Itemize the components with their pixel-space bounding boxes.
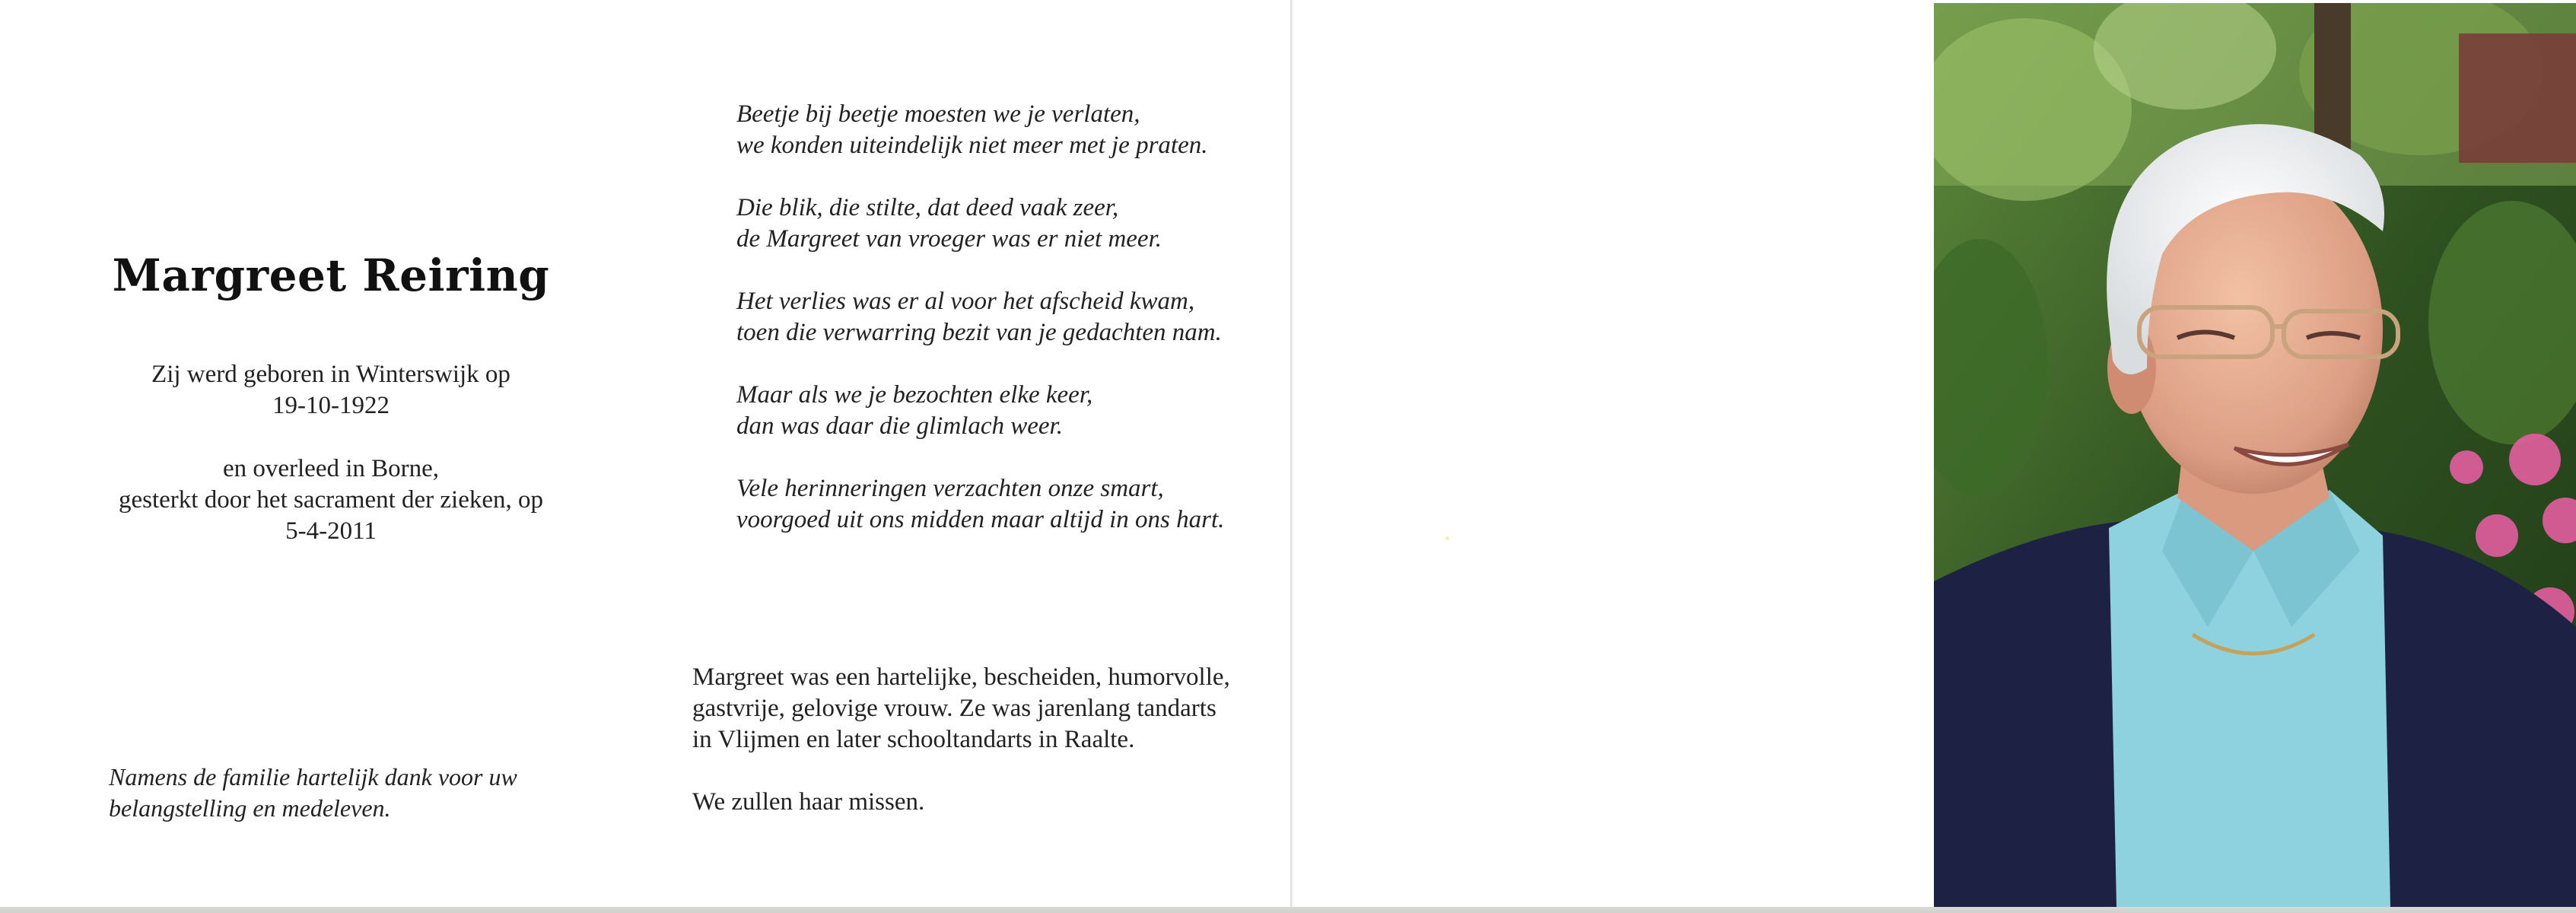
card-inner-left — [0, 0, 1290, 907]
scan-bottom-edge — [0, 907, 2576, 913]
bio-gap — [692, 756, 1293, 787]
poem-line: Maar als we je bezochten elke keer, — [736, 381, 1093, 409]
poem-line: Vele herinneringen verzachten onze smart, — [736, 475, 1164, 502]
poem-stanza — [736, 192, 1284, 255]
paper-speck — [1445, 536, 1449, 540]
poem-line: Het verlies was er al voor het afscheid kwam, — [736, 288, 1195, 315]
death-date: 5-4-2011 — [285, 517, 377, 545]
poem-line: Die blik, die stilte, dat deed vaak zeer, — [736, 194, 1119, 221]
poem-line: Beetje bij beetje moesten we je verlaten, — [736, 100, 1140, 128]
poem-stanza — [736, 286, 1284, 348]
poem-line: voorgoed uit ons midden maar altijd in ons hart. — [736, 506, 1225, 533]
biography — [692, 662, 1293, 818]
poem-line: de Margreet van vroeger was er niet meer. — [736, 225, 1162, 253]
death-line: en overleed in Borne, — [222, 455, 440, 482]
bio-line: Margreet was een hartelijke, bescheiden, humorvolle, — [692, 663, 1230, 691]
death-line: gesterkt door het sacrament der zieken, op — [118, 486, 544, 514]
birth-info — [68, 359, 593, 422]
poem-line: we konden uiteindelijk niet meer met je praten. — [736, 132, 1208, 159]
family-thanks — [109, 762, 641, 824]
poem-stanza — [736, 473, 1284, 536]
portrait-photo — [1934, 3, 2576, 907]
poem-line: dan was daar die glimlach weer. — [736, 412, 1063, 440]
birth-date: 19-10-1922 — [272, 392, 390, 419]
poem-stanza — [736, 380, 1284, 442]
birth-line: Zij werd geboren in Winterswijk op — [151, 361, 510, 388]
deceased-name: Margreet Reiring — [112, 250, 550, 301]
bio-closing: We zullen haar missen. — [692, 788, 925, 816]
thanks-line: Namens de familie hartelijk dank voor uw — [109, 763, 517, 791]
poem-stanza — [736, 99, 1284, 161]
poem — [736, 99, 1284, 567]
poem-line: toen die verwarring bezit van je gedachten nam. — [736, 319, 1222, 346]
bio-line: gastvrije, gelovige vrouw. Ze was jarenlang tandarts — [692, 695, 1216, 722]
death-info — [68, 453, 593, 547]
thanks-line: belangstelling en medeleven. — [109, 794, 391, 822]
bio-line: in Vlijmen en later schooltandarts in Raalte. — [692, 726, 1135, 753]
portrait-illustration — [1934, 3, 2576, 907]
